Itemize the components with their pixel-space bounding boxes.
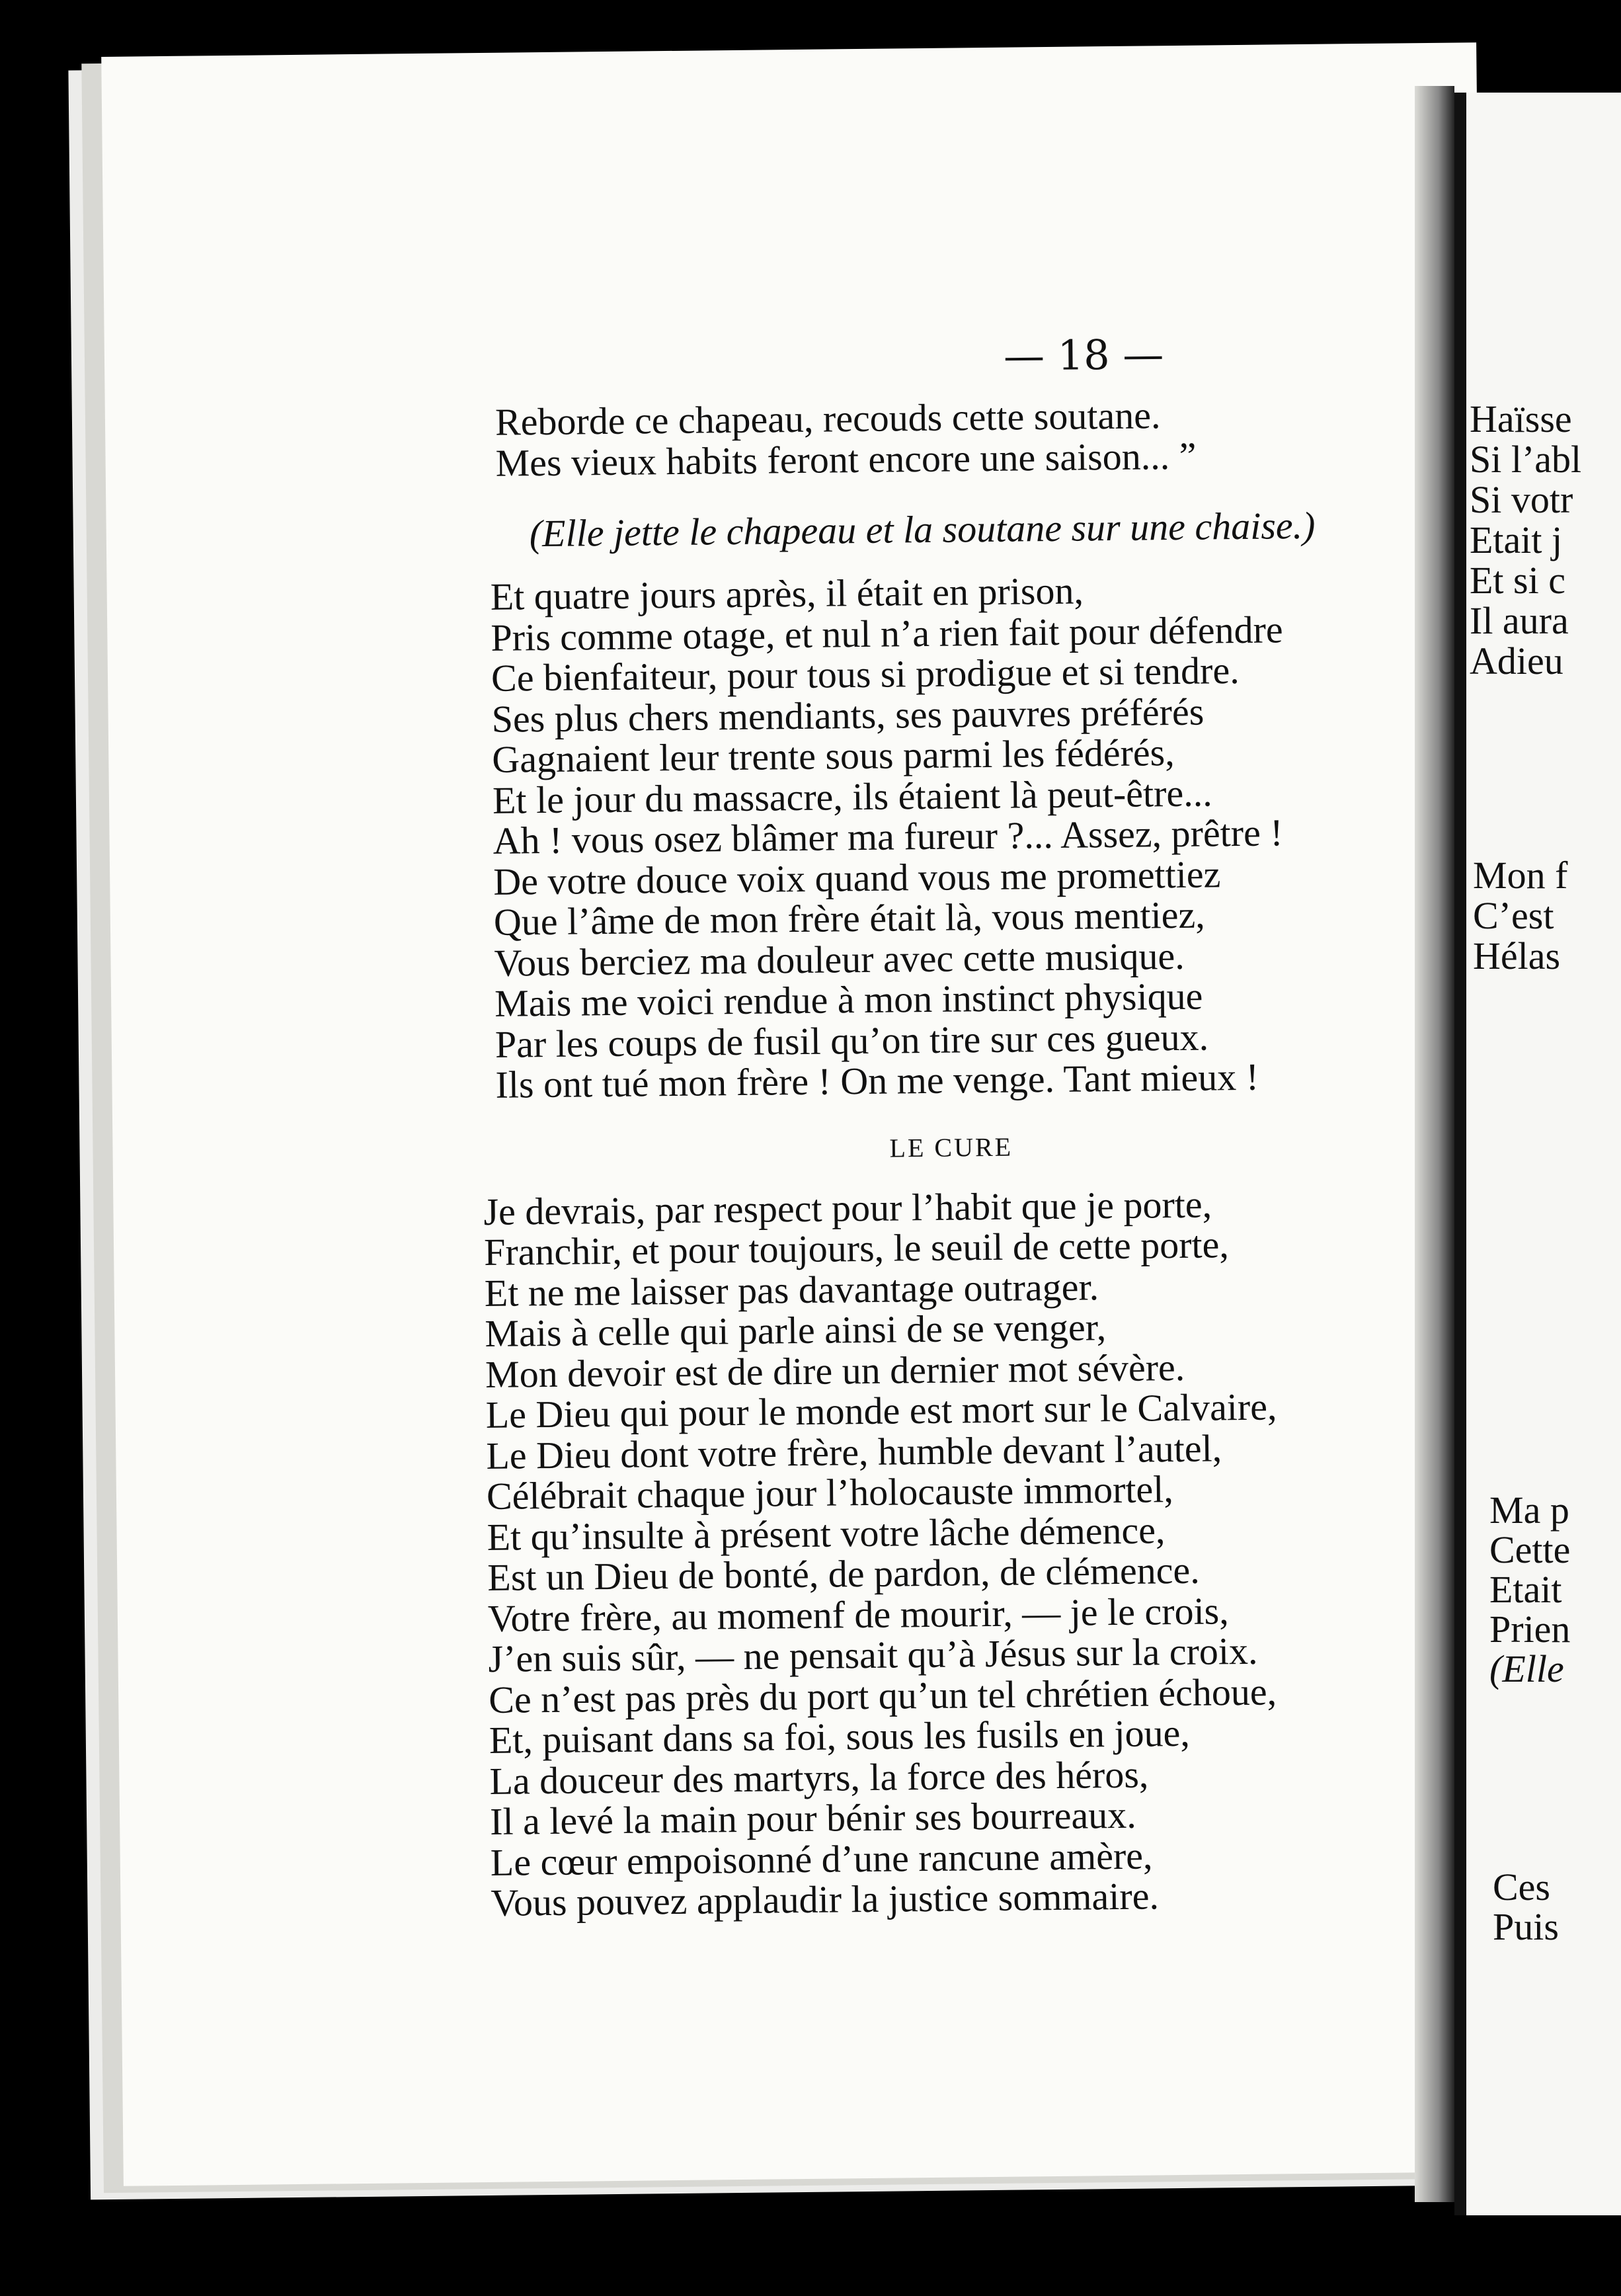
stage-direction: (Elle jette le chapeau et la soutane sur une chaise.) [529, 503, 1316, 555]
verse-line: Ses plus chers mendiants, ses pauvres préférés [491, 690, 1205, 741]
verse-line: Ah ! vous osez blâmer ma fureur ?... Assez, prêtre ! [493, 811, 1283, 862]
verse-line: Mais à celle qui parle ainsi de se venger, [485, 1305, 1107, 1356]
verse-line: Franchir, et pour toujours, le seuil de cette porte, [483, 1223, 1230, 1274]
verse-line: Je devrais, par respect pour l’habit que je porte, [483, 1182, 1212, 1233]
right-fragment: Si l’abl [1470, 438, 1582, 481]
right-fragment: Hélas [1473, 934, 1561, 977]
verse-line: Mon devoir est de dire un dernier mot sévère. [485, 1345, 1185, 1396]
right-fragment: Adieu [1470, 639, 1563, 682]
verse-line: Mais me voici rendue à mon instinct physique [494, 974, 1203, 1025]
verse-line: Vous berciez ma douleur avec cette musique. [494, 934, 1185, 985]
verse-line: Mes vieux habits feront encore une saison... ” [495, 434, 1197, 485]
verse-line: Il a levé la main pour bénir ses bourreaux. [489, 1793, 1137, 1843]
speaker-name: LE CURE [889, 1131, 1013, 1163]
right-fragment: Puis [1493, 1905, 1559, 1948]
verse-line: Votre frère, au momenf de mourir, — je le crois, [487, 1588, 1230, 1640]
verse-line: Le Dieu dont votre frère, humble devant l’autel, [486, 1426, 1222, 1477]
verse-line: Ce bienfaiteur, pour tous si prodigue et si tendre. [491, 649, 1240, 700]
right-fragment: Cette [1489, 1528, 1571, 1571]
verse-line: Et ne me laisser pas davantage outrager. [484, 1264, 1099, 1315]
verse-line: Le Dieu qui pour le monde est mort sur le Calvaire, [485, 1385, 1277, 1436]
verse-line: Par les coups de fusil qu’on tire sur ces gueux. [494, 1015, 1209, 1066]
verse-line: Gagnaient leur trente sous parmi les fédérés, [492, 731, 1175, 781]
verse-line: J’en suis sûr, — ne pensait qu’à Jésus sur la croix. [488, 1629, 1258, 1680]
right-fragment: Mon f [1473, 854, 1568, 897]
right-fragment: Etait [1489, 1568, 1562, 1611]
book-gutter [1415, 86, 1454, 2202]
verse-line: Le cœur empoisonné d’une rancune amère, [490, 1833, 1153, 1884]
right-fragment: Si votr [1470, 478, 1573, 521]
verse-line: Ils ont tué mon frère ! On me venge. Tant mieux ! [495, 1055, 1259, 1106]
left-page [101, 42, 1499, 2186]
verse-line: Et, puisant dans sa foi, sous les fusils en joue, [489, 1711, 1191, 1762]
verse-line: Célébrait chaque jour l’holocauste immortel, [486, 1467, 1174, 1518]
right-fragment: Prien [1489, 1608, 1571, 1651]
right-stage-fragment: (Elle [1489, 1647, 1564, 1690]
page-number: — 18 — [1003, 330, 1164, 380]
right-page [1454, 93, 1621, 2215]
verse-line: Et quatre jours après, il était en prison, [490, 569, 1084, 618]
verse-line: Et qu’insulte à présent votre lâche démence, [487, 1508, 1166, 1559]
right-fragment: Ma p [1489, 1489, 1569, 1532]
verse-line: Ce n’est pas près du port qu’un tel chrétien échoue, [488, 1669, 1277, 1721]
right-fragment: Ces [1493, 1866, 1550, 1908]
right-fragment: C’est [1473, 894, 1554, 937]
verse-line: Est un Dieu de bonté, de pardon, de clémence. [487, 1548, 1201, 1599]
verse-line: Vous pouvez applaudir la justice sommaire. [491, 1874, 1160, 1924]
verse-line: Que l’âme de mon frère était là, vous mentiez, [493, 893, 1205, 944]
right-fragment: Etait j [1470, 518, 1563, 561]
right-fragment: Et si c [1470, 559, 1565, 602]
verse-line: Pris comme otage, et nul n’a rien fait pour défendre [491, 607, 1283, 659]
verse-line: Reborde ce chapeau, recouds cette soutane. [494, 393, 1161, 444]
verse-line: Et le jour du massacre, ils étaient là peut-être... [492, 770, 1212, 822]
right-fragment: Haïsse [1470, 397, 1572, 440]
right-fragment: Il aura [1470, 599, 1569, 642]
verse-line: La douceur des martyrs, la force des héros, [489, 1752, 1149, 1803]
verse-line: De votre douce voix quand vous me promettiez [493, 852, 1221, 903]
